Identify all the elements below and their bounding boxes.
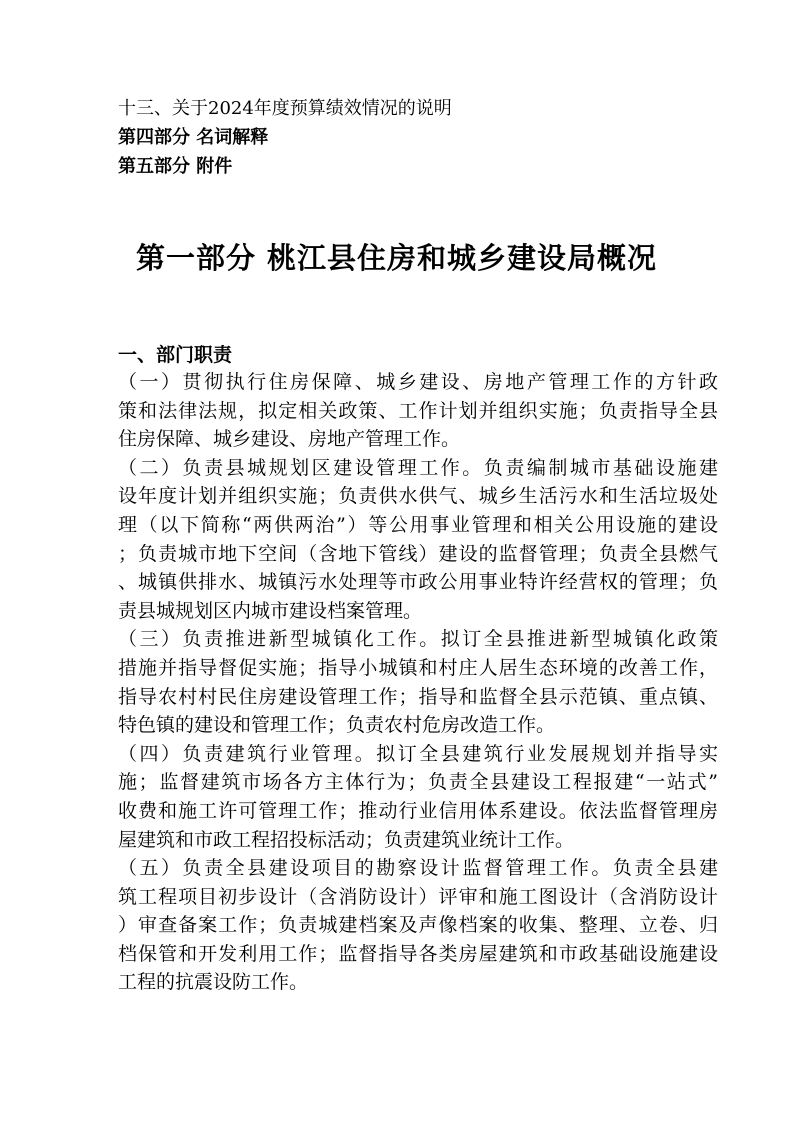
section-body: [118, 368, 718, 997]
paragraph-line: 筑工程项目初步设计（含消防设计）评审和施工图设计（含消防设计: [118, 885, 718, 908]
paragraph-line: 、城镇供排水、城镇污水处理等市政公用事业特许经营权的管理；负: [118, 571, 718, 594]
paragraph-line: 收费和施工许可管理工作；推动行业信用体系建设。依法监督管理房: [118, 799, 718, 822]
toc-part-4: 第四部分 名词解释: [118, 127, 269, 148]
paragraph-line: 策和法律法规，拟定相关政策、工作计划并组织实施；负责指导全县: [118, 399, 718, 422]
paragraph-line: （五）负责全县建设项目的勘察设计监督管理工作。负责全县建: [118, 857, 718, 880]
paragraph-line: 屋建筑和市政工程招投标活动；负责建筑业统计工作。: [118, 828, 575, 851]
paragraph-line: 指导农村村民住房建设管理工作；指导和监督全县示范镇、重点镇、: [118, 685, 718, 708]
paragraph-line: 理（以下简称“两供两治”）等公用事业管理和相关公用设施的建设: [118, 513, 718, 536]
paragraph-line: （一）贯彻执行住房保障、城乡建设、房地产管理工作的方针政: [118, 371, 718, 393]
toc-item-13: 十三、关于2024年度预算绩效情况的说明: [118, 98, 452, 119]
part-title: 第一部分 桃江县住房和城乡建设局概况: [135, 241, 658, 275]
paragraph-line: 特色镇的建设和管理工作；负责农村危房改造工作。: [118, 714, 556, 737]
section-heading: 一、部门职责: [118, 344, 233, 366]
paragraph-line: 住房保障、城乡建设、房地产管理工作。: [118, 428, 461, 451]
paragraph-line: ）审查备案工作；负责城建档案及声像档案的收集、整理、立卷、归: [118, 914, 718, 937]
toc-part-5: 第五部分 附件: [118, 156, 233, 177]
paragraph-line: （二）负责县城规划区建设管理工作。负责编制城市基础设施建: [118, 456, 718, 479]
paragraph-line: 责县城规划区内城市建设档案管理。: [118, 599, 423, 622]
paragraph-line: 施；监督建筑市场各方主体行为；负责全县建设工程报建“一站式”: [118, 771, 718, 794]
paragraph-line: （四）负责建筑行业管理。拟订全县建筑行业发展规划并指导实: [118, 742, 718, 765]
paragraph-line: 档保管和开发利用工作；监督指导各类房屋建筑和市政基础设施建设: [118, 942, 718, 965]
paragraph-line: 工程的抗震设防工作。: [118, 971, 309, 994]
paragraph-line: 设年度计划并组织实施；负责供水供气、城乡生活污水和生活垃圾处: [118, 485, 718, 508]
paragraph-line: 措施并指导督促实施；指导小城镇和村庄人居生态环境的改善工作，: [118, 656, 718, 679]
paragraph-line: （三）负责推进新型城镇化工作。拟订全县推进新型城镇化政策: [118, 628, 718, 651]
paragraph-line: ；负责城市地下空间（含地下管线）建设的监督管理；负责全县燃气: [118, 542, 718, 565]
